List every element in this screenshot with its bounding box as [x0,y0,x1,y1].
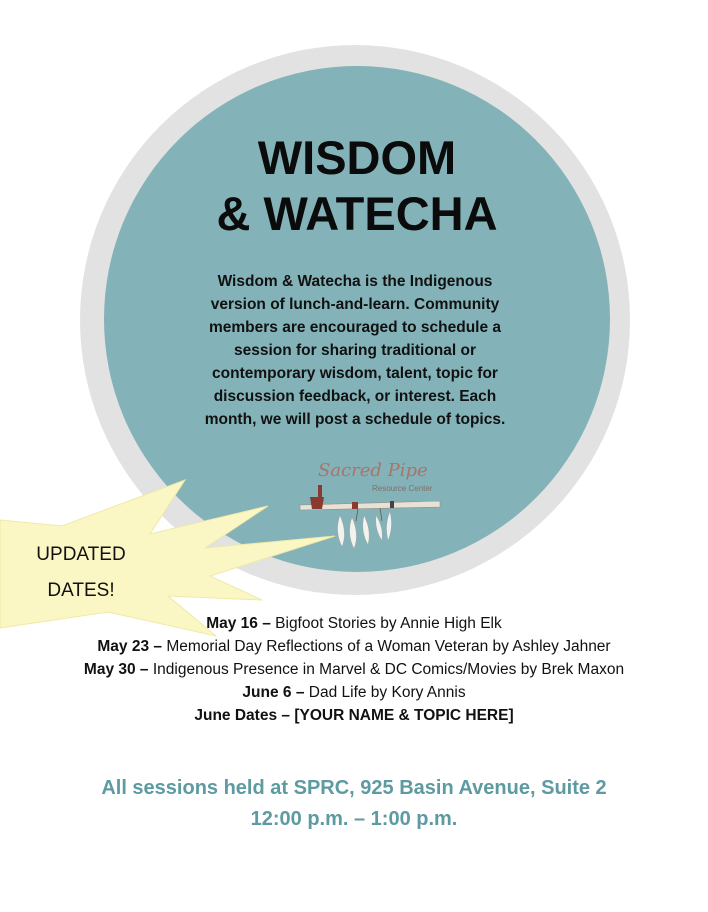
schedule-separator: – [149,638,167,655]
schedule-date: May 23 [97,638,150,655]
updated-line-2: DATES! [47,580,115,601]
schedule-date: June 6 [242,684,292,701]
description: Wisdom & Watecha is the Indigenous version of lunch-and-learn. Community members are encouraged to schedule a session for sharing traditional or contemporary wisdom, talent, topic for discussion feedback, or interest. Each month, we will post a schedule of topics. [204,273,506,428]
schedule-topic: [YOUR NAME & TOPIC HERE] [294,707,514,724]
schedule-separator: – [135,661,153,678]
page-title [104,130,610,242]
schedule-row [0,635,708,658]
session-info [0,773,708,835]
session-location: All sessions held at SPRC, 925 Basin Avenue, Suite 2 [101,777,607,799]
schedule-date: June Dates [194,707,278,724]
schedule-topic: Memorial Day Reflections of a Woman Veteran by Ashley Jahner [166,638,611,655]
schedule-separator: – [257,615,276,632]
schedule-topic: Indigenous Presence in Marvel & DC Comics/Movies by Brek Maxon [152,661,625,678]
schedule-date: May 16 [206,615,258,632]
schedule-topic: Dad Life by Kory Annis [308,684,466,701]
updated-dates-label [26,537,136,609]
schedule-date: May 30 [83,661,136,678]
session-time: 12:00 p.m. – 1:00 p.m. [250,808,458,830]
title-line-1: WISDOM [257,131,457,184]
schedule-list [0,612,708,727]
updated-line-1: UPDATED [36,544,126,565]
schedule-topic: Bigfoot Stories by Annie High Elk [275,615,502,632]
schedule-separator: – [277,707,295,724]
logo-subtitle: Resource Center [372,484,433,493]
schedule-row [0,704,708,727]
schedule-separator: – [291,684,309,701]
schedule-row [0,658,708,681]
logo-script-text: Sacred Pipe [318,460,428,481]
schedule-row [0,612,708,635]
schedule-row [0,681,708,704]
title-line-2: & WATECHA [216,187,498,240]
